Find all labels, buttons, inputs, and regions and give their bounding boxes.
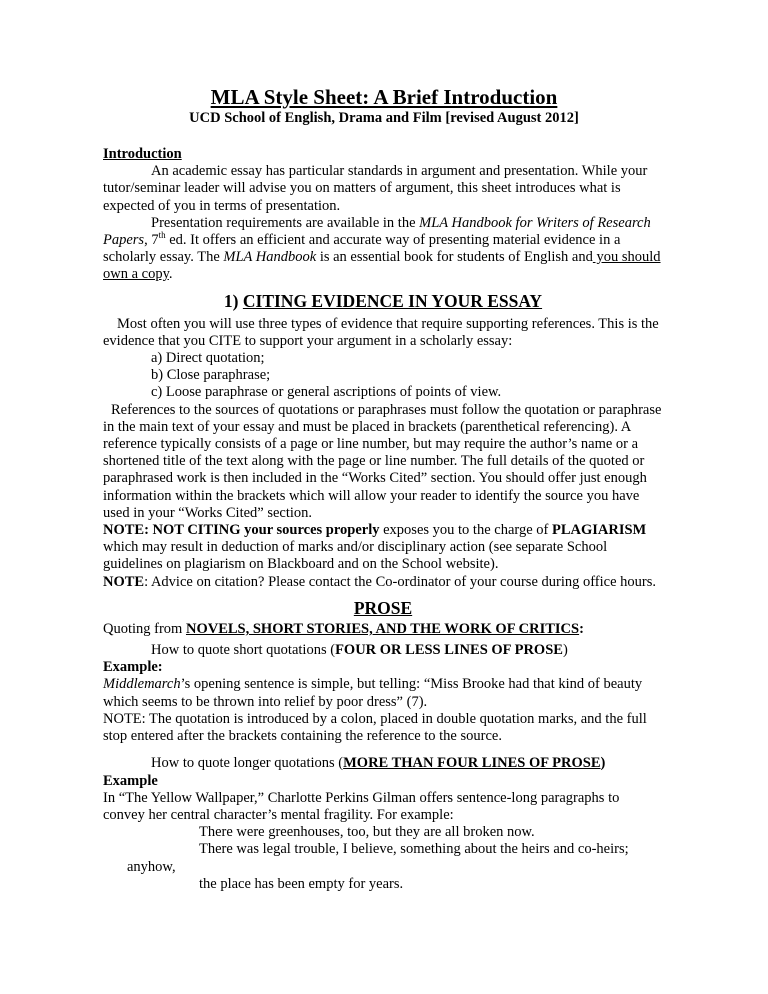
middlemarch-title: Middlemarch [103,676,181,693]
example-1-text [103,676,663,710]
handbook-title-short: MLA Handbook [223,249,317,266]
block-quote-line: There were greenhouses, too, but they are all broken now. [199,824,535,841]
intro-paragraph-2 [103,215,663,284]
quoting-from-a: Quoting from [103,620,186,637]
citation-note-label: NOTE [103,573,145,590]
long-a: How to quote longer quotations ( [151,755,344,772]
own-copy-text: you should own a copy [103,249,661,283]
prose-heading: PROSE [353,597,413,618]
list-item: b) Close paraphrase; [151,367,271,384]
section-1-paragraph-1: Most often you will use three types of evidence that require supporting references. This is the evidence that you CITE to support your argument in a scholarly essay: [103,315,659,349]
short-quotations-line [103,642,663,659]
section-1-paragraph-2: References to the sources of quotations or paraphrases must follow the quotation or paraphrase in the main text of your essay and must be placed in brackets (parenthetical referencing). A reference typically consists of a page or line number, but may require the author’s name or a shortened title of the text along with the page or line number. The full details of the quoted or paraphrased work is then included in the “Works Cited” section. You should offer just enough information within the brackets which will allow your reader to identify the source you have used in your “Works Cited” section. [103,401,662,521]
example-1-body: ’s opening sentence is simple, but telling: “Miss Brooke had that kind of beauty which seems to be thrown into relief by poor dress” (7). [103,676,643,710]
quoting-from-c: : [579,620,584,637]
block-quote-line: anyhow, [127,858,176,875]
long-quotations-line [103,755,663,772]
plagiarism-note-label: NOTE: NOT CITING your sources properly [103,522,380,539]
intro-p2-c: ed. It offers an efficient and accurate way of presenting material evidence in a scholarly essay. The [103,232,621,266]
long-c: ) [600,755,606,772]
quoting-from-b: NOVELS, SHORT STORIES, AND THE WORK OF CRITICS [185,620,580,637]
edition-sup: th [158,230,166,241]
plagiarism-note-b: which may result in deduction of marks and/or disciplinary action (see separate School guidelines on plagiarism on Blackboard and on the School website). [103,539,608,573]
citation-note-text: : Advice on citation? Please contact the Co-ordinator of your course during office hours. [144,573,657,590]
intro-heading: Introduction [103,146,182,162]
document-body [103,146,663,893]
block-quote-line: There was legal trouble, I believe, something about the heirs and co-heirs; [199,841,629,858]
example-1-label: Example: [103,659,163,676]
section-1-number: 1) [223,290,243,311]
intro-p2-a: Presentation requirements are available in the [151,214,420,231]
quotation-note: NOTE: The quotation is introduced by a colon, placed in double quotation marks, and the full stop entered after the brackets containing the reference to the source. [103,710,647,745]
page-subtitle: UCD School of English, Drama and Film [revised August 2012] [189,110,579,126]
example-2-text: In “The Yellow Wallpaper,” Charlotte Perkins Gilman offers sentence-long paragraphs to convey her central character’s mental fragility. For example: [103,789,620,823]
handbook-title: MLA Handbook for Writers of Research Papers [103,214,651,249]
example-2-label: Example [103,772,158,789]
block-quote-line: the place has been empty for years. [199,875,404,892]
intro-paragraph-1: An academic essay has particular standards in argument and presentation. While your tutor/seminar leader will advise you on matters of argument, this sheet introduces what is expected of you in terms of presentation. [103,163,648,214]
evidence-types-list [103,350,663,402]
page-title: MLA Style Sheet: A Brief Introduction [210,85,558,109]
short-a: How to quote short quotations ( [151,642,336,659]
plagiarism-note-a: exposes you to the charge of [379,522,552,539]
intro-p2-d: is an essential book for students of English and [316,249,593,266]
section-1-heading [103,290,663,312]
plagiarism-note [103,522,663,574]
intro-p2-end: . [168,266,173,283]
quoting-from-line [103,621,663,638]
section-1-title: CITING EVIDENCE IN YOUR ESSAY [242,290,543,311]
long-b: MORE THAN FOUR LINES OF PROSE [343,755,601,772]
short-b: FOUR OR LESS LINES OF PROSE [335,642,563,659]
plagiarism-word: PLAGIARISM [551,522,647,539]
citation-note [103,574,663,591]
short-c: ) [562,642,568,659]
list-item: a) Direct quotation; [151,350,265,367]
list-item: c) Loose paraphrase or general ascriptions of points of view. [151,384,502,401]
intro-p2-b: , 7 [144,232,159,249]
